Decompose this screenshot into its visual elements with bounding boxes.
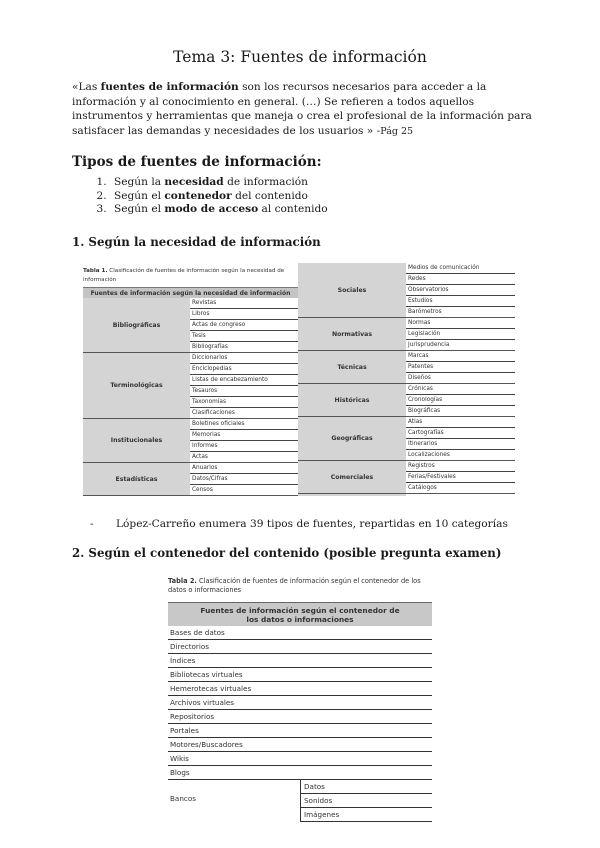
table2-caption: Tabla 2. Clasificación de fuentes de información según el contenedor de los datos o informaciones [168, 577, 421, 594]
table1-item: Estudios [406, 296, 515, 307]
table1-category: Geográficas [331, 435, 373, 442]
table2-row: Wikis [168, 752, 432, 766]
table2-bancos-label: Bancos [170, 794, 196, 803]
table2-bancos-item: Imágenes [300, 808, 432, 822]
table1-item: Censos [190, 485, 298, 496]
table2-row: Motores/Buscadores [168, 738, 432, 752]
table2-bancos-item: Sonidos [300, 794, 432, 808]
table1-item: Barómetros [406, 307, 515, 318]
intro-page-ref: Pág 25 [380, 125, 414, 137]
table1-item: Legislación [406, 329, 515, 340]
table2-row: Índices [168, 654, 432, 668]
section1-heading: 1. Según la necesidad de información [72, 235, 321, 249]
table1-item: Datos/Cifras [190, 474, 298, 485]
table1-item: Cartografías [406, 428, 515, 439]
table1-item: Jurisprudencia [406, 340, 515, 351]
types-list [72, 176, 328, 217]
table2-header: Fuentes de información según el contenedor de los datos o informaciones [168, 602, 432, 626]
table1-item: Patentes [406, 362, 515, 373]
table1-item: Listas de encabezamiento [190, 375, 298, 386]
table1-category: Sociales [337, 286, 367, 294]
table2-bancos-item: Datos [300, 780, 432, 794]
table1-item: Bibliografías [190, 342, 298, 353]
table1-item: Boletines oficiales [190, 419, 298, 430]
table1-item: Clasificaciones [190, 408, 298, 419]
table1-item: Memorias [190, 430, 298, 441]
page-title: Tema 3: Fuentes de información [173, 48, 427, 66]
table1-item: Ferias/Festivales [406, 472, 515, 483]
table1-item: Marcas [406, 351, 515, 362]
table1-right-category-column [298, 263, 406, 496]
table1-item: Revistas [190, 298, 298, 309]
table-2 [168, 575, 432, 820]
table1-item: Crónicas [406, 384, 515, 395]
bullet-text: López-Carreño enumera 39 tipos de fuentes, repartidas en 10 categorías [116, 518, 508, 530]
table2-row: Bibliotecas virtuales [168, 668, 432, 682]
table1-item: Tesis [190, 331, 298, 342]
table1-item: Itinerarios [406, 439, 515, 450]
table2-row: Hemerotecas virtuales [168, 682, 432, 696]
intro-rest: son los recursos necesarios para acceder a la información y al conocimiento en general. (…) Se refieren a todos aquellos instrumentos y herramientas que maneja o crea el profesional de la información para satisfacer las demandas y necesidades de los usuarios » - [72, 81, 532, 137]
table1-item: Enciclopedias [190, 364, 298, 375]
table1-group-separator [298, 493, 515, 494]
bullet-note [90, 518, 508, 530]
table1-item: Normas [406, 318, 515, 329]
types-item: 3. Según el modo de acceso al contenido [110, 203, 328, 217]
table1-item: Atlas [406, 417, 515, 428]
table1-item: Libros [190, 309, 298, 320]
table1-caption: Tabla 1. Clasificación de fuentes de información según la necesidad de información [83, 268, 285, 283]
types-heading: Tipos de fuentes de información: [72, 154, 322, 170]
table1-item: Actas de congreso [190, 320, 298, 331]
table2-row: Blogs [168, 766, 432, 780]
table1-item: Observatorios [406, 285, 515, 296]
table1-item: Diccionarios [190, 353, 298, 364]
table1-category: Estadísticas [115, 475, 158, 483]
table2-row: Directorios [168, 640, 432, 654]
table1-item: Tesauros [190, 386, 298, 397]
table1-item: Medios de comunicación [406, 263, 515, 274]
table1-category: Técnicas [337, 363, 367, 371]
table1-item: Localizaciones [406, 450, 515, 461]
table1-category: Terminológicas [110, 382, 163, 389]
table1-item: Diseños [406, 373, 515, 384]
table1-category: Normativas [331, 330, 373, 338]
table1-item: Informes [190, 441, 298, 452]
table1-group-separator [83, 495, 298, 496]
table1-item: Biográficas [406, 406, 515, 417]
section2-heading: 2. Según el contenedor del contenido (posible pregunta examen) [72, 546, 502, 560]
types-item: 2. Según el contenedor del contenido [110, 190, 328, 204]
table1-item: Cronologías [406, 395, 515, 406]
table1-item: Actas [190, 452, 298, 463]
table1-item: Redes [406, 274, 515, 285]
table1-category: Comerciales [330, 473, 374, 481]
table2-row: Archivos virtuales [168, 696, 432, 710]
table1-category: Bibliográficas [112, 321, 161, 329]
types-item: 1. Según la necesidad de información [110, 176, 328, 190]
table1-item: Anuarios [190, 463, 298, 474]
table1-item: Taxonomías [190, 397, 298, 408]
intro-paragraph [72, 80, 542, 139]
table1-item: Registros [406, 461, 515, 472]
table2-row: Bases de datos [168, 626, 432, 640]
table1-category: Institucionales [110, 437, 163, 444]
table2-row: Repositorios [168, 710, 432, 724]
intro-bold: fuentes de información [100, 81, 239, 93]
table2-row: Portales [168, 724, 432, 738]
intro-open: «Las [72, 81, 101, 93]
table1-header: Fuentes de información según la necesidad de información [83, 287, 298, 299]
bullet-dash: - [90, 518, 94, 530]
table1-item: Catálogos [406, 483, 515, 494]
table1-category: Históricas [334, 396, 370, 404]
table-1 [83, 263, 515, 496]
